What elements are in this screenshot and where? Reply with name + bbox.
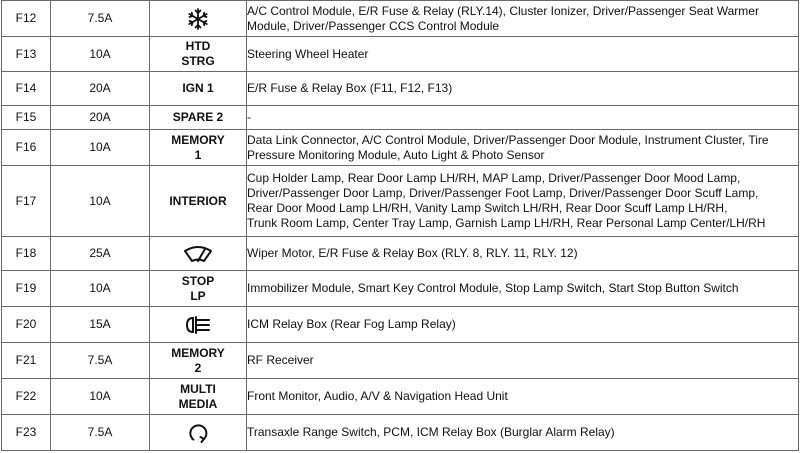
wiper-icon: [150, 244, 246, 264]
fuse-description: A/C Control Module, E/R Fuse & Relay (RLY.14), Cluster Ionizer, Driver/Passenger Seat Warmer Module, Driver/Passenger CCS Control Module: [247, 1, 799, 37]
fuse-symbol: [150, 343, 247, 379]
snowflake-icon: [150, 7, 246, 31]
fuse-symbol-label: SPARE 2: [172, 110, 224, 124]
table-row: [2, 343, 799, 379]
fuse-description: Steering Wheel Heater: [247, 37, 799, 72]
fuse-description: Wiper Motor, E/R Fuse & Relay Box (RLY. 8, RLY. 11, RLY. 12): [247, 237, 799, 271]
fuse-amperage: 7.5A: [51, 1, 150, 37]
fuse-amperage: 7.5A: [51, 415, 150, 451]
fuse-amperage: 10A: [51, 166, 150, 237]
table-row: [2, 271, 799, 307]
fuse-amperage: 20A: [51, 106, 150, 130]
fuse-symbol: [150, 37, 247, 72]
fuse-symbol-label: INTERIOR: [169, 193, 227, 208]
fuse-number: F18: [2, 237, 51, 271]
fuse-description: ICM Relay Box (Rear Fog Lamp Relay): [247, 307, 799, 343]
fuse-symbol-label: MEMORY 2: [171, 345, 225, 375]
fuse-number: F20: [2, 307, 51, 343]
range-switch-icon: [150, 421, 246, 445]
fuse-description: Immobilizer Module, Smart Key Control Module, Stop Lamp Switch, Start Stop Button Switch: [247, 271, 799, 307]
fuse-number: F14: [2, 72, 51, 106]
fuse-number: F12: [2, 1, 51, 37]
fuse-description: E/R Fuse & Relay Box (F11, F12, F13): [247, 72, 799, 106]
fuse-description: Front Monitor, Audio, A/V & Navigation Head Unit: [247, 379, 799, 415]
table-row: [2, 415, 799, 451]
fuse-number: F21: [2, 343, 51, 379]
table-row: [2, 379, 799, 415]
fuse-symbol-label: HTD STRG: [181, 39, 215, 68]
table-row: [2, 130, 799, 166]
fuse-number: F23: [2, 415, 51, 451]
fuse-amperage: 25A: [51, 237, 150, 271]
fuse-symbol: [150, 106, 247, 130]
fuse-symbol-label: MULTI MEDIA: [178, 381, 218, 411]
fuse-symbol: [150, 415, 247, 451]
fuse-symbol: [150, 271, 247, 307]
fuse-amperage: 10A: [51, 379, 150, 415]
fuse-amperage: 10A: [51, 271, 150, 307]
fuse-symbol: [150, 379, 247, 415]
fuse-symbol: [150, 1, 247, 37]
table-row: [2, 166, 799, 237]
fuse-symbol-label: MEMORY 1: [171, 132, 225, 162]
fuse-symbol: [150, 307, 247, 343]
table-row: [2, 72, 799, 106]
table-row: [2, 307, 799, 343]
fuse-symbol: [150, 166, 247, 237]
fuse-amperage: 10A: [51, 37, 150, 72]
fuse-number: F13: [2, 37, 51, 72]
fuse-amperage: 7.5A: [51, 343, 150, 379]
fuse-description: RF Receiver: [247, 343, 799, 379]
fuse-description: Data Link Connector, A/C Control Module, Driver/Passenger Door Module, Instrument Cluster, Tire Pressure Monitoring Module, Auto Light & Photo Sensor: [247, 130, 799, 166]
fuse-table: [1, 0, 799, 451]
fuse-amperage: 20A: [51, 72, 150, 106]
table-row: [2, 1, 799, 37]
fuse-symbol: [150, 72, 247, 106]
fuse-number: F16: [2, 130, 51, 166]
fuse-amperage: 15A: [51, 307, 150, 343]
table-row: [2, 37, 799, 72]
fuse-number: F19: [2, 271, 51, 307]
fuse-number: F22: [2, 379, 51, 415]
table-row: [2, 237, 799, 271]
fuse-symbol-label: STOP LP: [181, 273, 215, 303]
fuse-number: F15: [2, 106, 51, 130]
fuse-symbol-label: IGN 1: [182, 81, 214, 95]
fuse-description: -: [247, 106, 799, 130]
fuse-number: F17: [2, 166, 51, 237]
fuse-amperage: 10A: [51, 130, 150, 166]
rear-fog-lamp-icon: [150, 315, 246, 335]
fuse-symbol: [150, 130, 247, 166]
fuse-description: Cup Holder Lamp, Rear Door Lamp LH/RH, MAP Lamp, Driver/Passenger Door Mood Lamp, Driver/Passenger Door Lamp, Driver/Passenger Foot Lamp, Driver/Passenger Door Scuff Lamp, Rear Door Mood Lamp LH/RH, Vanity Lamp Switch LH/RH, Rear Door Scuff Lamp LH/RH, Trunk Room Lamp, Center Tray Lamp, Garnish Lamp LH/RH, Rear Personal Lamp Center/LH/RH: [247, 166, 799, 237]
table-row: [2, 106, 799, 130]
fuse-description: Transaxle Range Switch, PCM, ICM Relay Box (Burglar Alarm Relay): [247, 415, 799, 451]
fuse-symbol: [150, 237, 247, 271]
